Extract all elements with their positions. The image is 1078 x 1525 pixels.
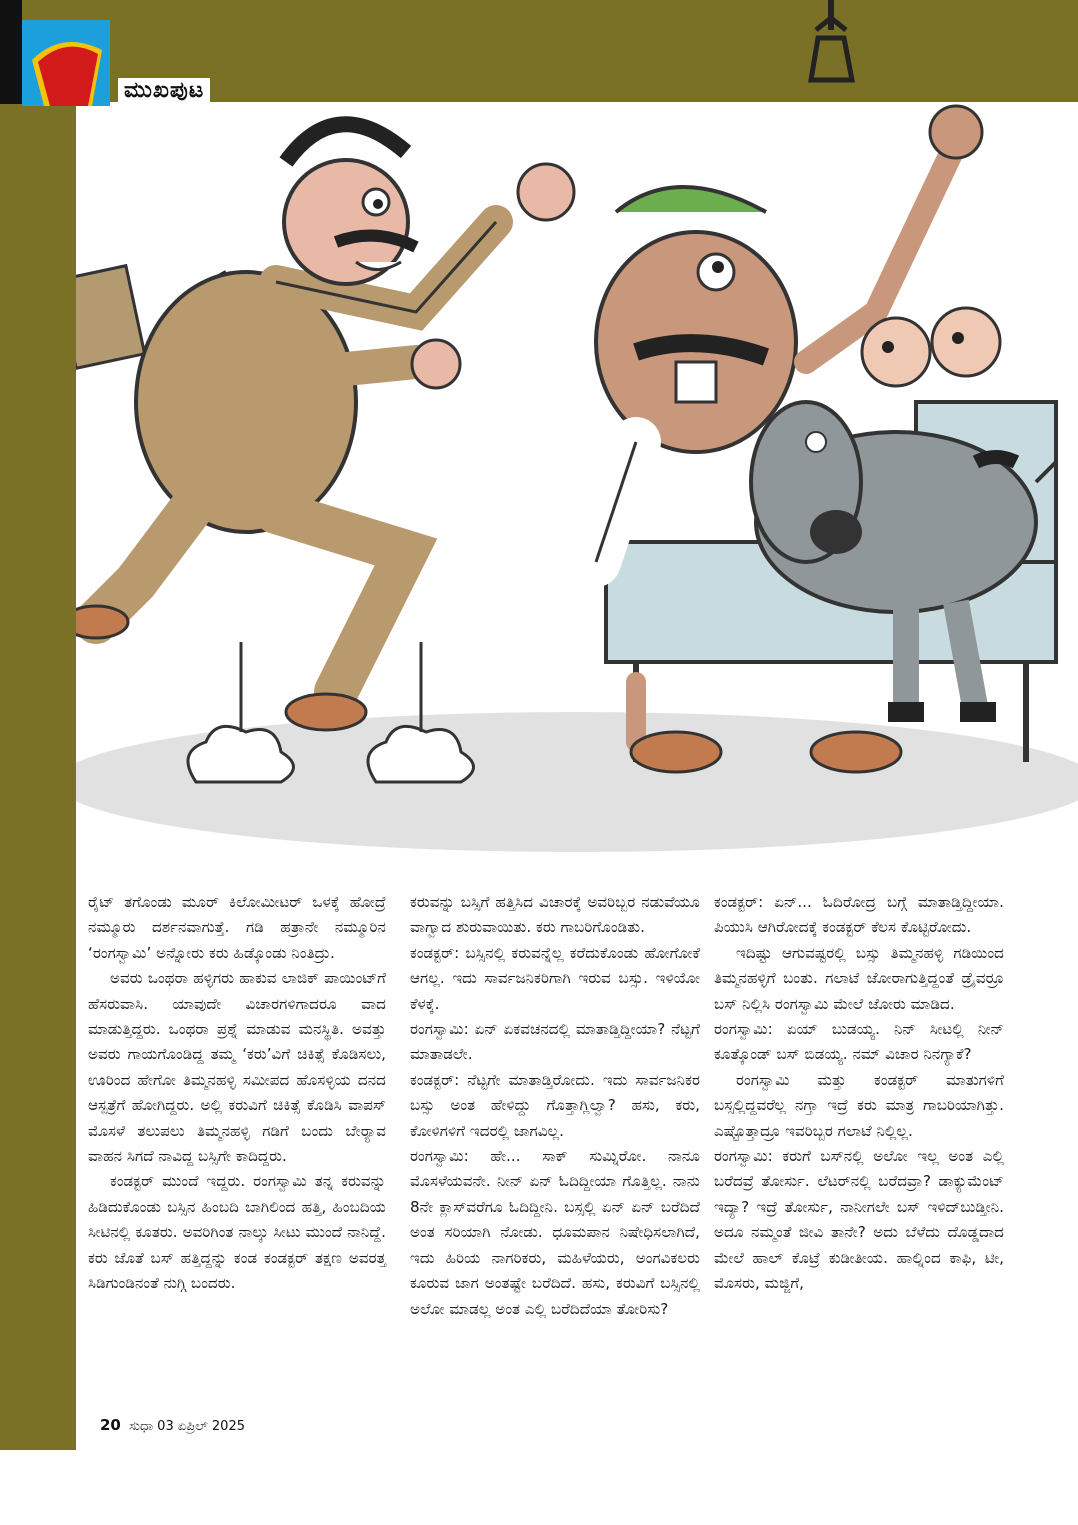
paragraph: ರಂಗಸ್ವಾಮಿ ಮತ್ತು ಕಂಡಕ್ಟರ್ ಮಾತುಗಳಿಗೆ ಬಸ್ಸಲ್ಲಿದ್ದವರೆಲ್ಲ ನಗ್ತಾ ಇದ್ರೆ ಕರು ಮಾತ್ರ ಗಾಬರಿಯಾಗಿತ್ತು. ಎಷ್ಟೊತ್ತಾದ್ರೂ ಇವರಿಬ್ಬರ ಗಲಾಟೆ ನಿಲ್ಲಿಲ್ಲ. xyxy=(714,1070,1004,1140)
paragraph: ರಂಗಸ್ವಾಮಿ: ಏನ್ ಏಕವಚನದಲ್ಲಿ ಮಾತಾಡ್ತಿದ್ದೀಯಾ? ನೆಟ್ಟಗೆ ಮಾತಾಡಲೇ. xyxy=(410,1020,700,1064)
paragraph: ರಂಗಸ್ವಾಮಿ: ಏಯ್ ಬುಡಯ್ಯ. ನಿನ್ ಸೀಟಲ್ಲಿ ನೀನ್ ಕೂತ್ಕೊಂಡ್ ಬಸ್ ಬಿಡಯ್ಯ. ನಮ್ ವಿಚಾರ ನಿನಗ್ಯಾಕೆ? xyxy=(714,1020,1004,1064)
corner-block xyxy=(0,0,22,104)
paragraph: ಕರುವನ್ನು ಬಸ್ಸಿಗೆ ಹತ್ತಿಸಿದ ವಿಚಾರಕ್ಕೆ ಅವರಿಬ್ಬರ ನಡುವೆಯೂ ವಾಗ್ವಾದ ಶುರುವಾಯಿತು. ಕರು ಗಾಬರಿಗೊಂಡಿತು. xyxy=(410,893,700,937)
logo-book-icon xyxy=(22,20,110,106)
article-column-3 xyxy=(714,890,1004,1297)
children-figures xyxy=(862,308,1000,386)
article-column-2 xyxy=(410,890,700,1322)
section-label: ಮುಖಪುಟ xyxy=(118,78,210,103)
hand-strap-icon xyxy=(796,0,866,90)
paragraph: ರೈಟ್ ತಗೊಂಡು ಮೂರ್ ಕಿಲೋಮೀಟರ್ ಒಳಕ್ಕೆ ಹೋದ್ರೆ ನಮ್ಮೂರು ದರ್ಶನವಾಗುತ್ತೆ. ಗಡಿ ಹತ್ರಾನೇ ನಮ್ಮೂರಿನ ‘ರಂಗಸ್ವಾಮಿ’ ಅನ್ನೋರು ಕರು ಹಿಡ್ಕೊಂಡು ನಿಂತಿದ್ರು. xyxy=(88,893,386,962)
bottom-margin xyxy=(0,1450,1078,1525)
paragraph: ಕಂಡಕ್ಟರ್: ಏನ್... ಓದಿರೋದ್ರ ಬಗ್ಗೆ ಮಾತಾಡ್ತಿದ್ದೀಯಾ. ಪಿಯುಸಿ ಆಗಿರೋದಕ್ಕೆ ಕಂಡಕ್ಟರ್ ಕೆಲಸ ಕೊಟ್ಟಿರೋದು. xyxy=(714,893,1004,937)
left-color-band xyxy=(0,0,76,1525)
publication-info: ಸುಧಾ 03 ಏಪ್ರಿಲ್ 2025 xyxy=(129,1419,245,1434)
paragraph: ಕಂಡಕ್ಟರ್ ಮುಂದೆ ಇದ್ದರು. ರಂಗಸ್ವಾಮಿ ತನ್ನ ಕರುವನ್ನು ಹಿಡಿದುಕೊಂಡು ಬಸ್ಸಿನ ಹಿಂಬದಿ ಬಾಗಿಲಿಂದ ಹತ್ತಿ, ಹಿಂಬದಿಯ ಸೀಟಿನಲ್ಲಿ ಕೂತರು. ಅವರಿಗಿಂತ ನಾಲ್ಕು ಸೀಟು ಮುಂದೆ ನಾನಿದ್ದೆ. ಕರು ಜೊತೆ ಬಸ್ ಹತ್ತಿದ್ದನ್ನು ಕಂಡ ಕಂಡಕ್ಟರ್ ತಕ್ಷಣ ಅವರತ್ತ ಸಿಡಿಗುಂಡಿನಂತೆ ನುಗ್ಗಿ ಬಂದರು. xyxy=(88,1172,386,1293)
cartoon-illustration xyxy=(76,102,1078,862)
paragraph: ಕಂಡಕ್ಟರ್: ನೆಟ್ಟಗೇ ಮಾತಾಡ್ತಿರೋದು. ಇದು ಸಾರ್ವಜನಿಕರ ಬಸ್ಸು ಅಂತ ಹೇಳಿದ್ದು ಗೊತ್ತಾಗ್ಲಿಲ್ವಾ? ಹಸು, ಕರು, ಕೋಳಿಗಳಿಗೆ ಇದರಲ್ಲಿ ಜಾಗವಿಲ್ಲ. xyxy=(410,1070,700,1140)
paragraph: ಕಂಡಕ್ಟರ್: ಬಸ್ಸಿನಲ್ಲಿ ಕರುವನ್ನೆಲ್ಲ ಕರೆದುಕೊಂಡು ಹೋಗೋಕೆ ಆಗಲ್ಲ. ಇದು ಸಾರ್ವಜನಿಕರಿಗಾಗಿ ಇರುವ ಬಸ್ಸು. ಇಳಿಯೋ ಕೆಳಕ್ಕೆ. xyxy=(410,943,700,1013)
article-column-1 xyxy=(88,890,386,1297)
paragraph: ಇದಿಷ್ಟು ಆಗುವಷ್ಟರಲ್ಲಿ ಬಸ್ಸು ತಿಮ್ಮನಹಳ್ಳಿ ಗಡಿಯಿಂದ ತಿಮ್ಮನಹಳ್ಳಿಗೆ ಬಂತು. ಗಲಾಟೆ ಜೋರಾಗುತ್ತಿದ್ದಂತೆ ಡ್ರೈವರ್‍ರೂ ಬಸ್ ನಿಲ್ಲಿಸಿ ರಂಗಸ್ವಾಮಿ ಮೇಲೆ ಜೋರು ಮಾಡಿದ. xyxy=(714,943,1004,1013)
page-number: 20 xyxy=(100,1416,121,1434)
paragraph: ಅವರು ಒಂಥರಾ ಹಳ್ಳಿಗರು ಹಾಕುವ ಲಾಜಿಕ್ ಪಾಯಿಂಟ್‌ಗೆ ಹೆಸರುವಾಸಿ. ಯಾವುದೇ ವಿಚಾರಗಳಿಗಾದರೂ ವಾದ ಮಾಡುತ್ತಿದ್ದರು. ಒಂಥರಾ ಪ್ರಶ್ನೆ ಮಾಡುವ ಮನಸ್ಥಿತಿ. ಅವತ್ತು ಅವರು ಗಾಯಗೊಂಡಿದ್ದ ತಮ್ಮ ‘ಕರು’ವಿಗೆ ಚಿಕಿತ್ಸೆ ಕೊಡಿಸಲು, ಊರಿಂದ ಹೇಗೋ ತಿಮ್ಮನಹಳ್ಳಿ ಸಮೀಪದ ಹೊಸಳ್ಳಿಯ ದನದ ಆಸ್ಪತ್ರೆಗೆ ಹೋಗಿದ್ದರು. ಅಲ್ಲಿ ಕರುವಿಗೆ ಚಿಕಿತ್ಸೆ ಕೊಡಿಸಿ ವಾಪಸ್ ಮೊಸಳೆ ತಲುಪಲು ತಿಮ್ಮನಹಳ್ಳಿ ಗಡಿಗೆ ಬಂದು ಬೇರ್‍ಯಾವ ವಾಹನ ಸಿಗದೆ ನಾವಿದ್ದ ಬಸ್ಸಿಗೇ ಕಾದಿದ್ದರು. xyxy=(88,969,386,1166)
page-footer xyxy=(100,1416,245,1434)
paragraph: ರಂಗಸ್ವಾಮಿ: ಹೇ... ಸಾಕ್ ಸುಮ್ನಿರೋ. ನಾನೂ ಮೊಸಳೆಯವನೇ. ನೀನ್ ಏನ್ ಓದಿದ್ದೀಯಾ ಗೊತ್ತಿಲ್ಲ. ನಾನು 8ನೇ ಕ್ಲಾಸ್‌ವರೆಗೂ ಓದಿದ್ದೀನಿ. ಬಸ್ಸಲ್ಲಿ ಏನ್ ಏನ್ ಬರೆದಿದೆ ಅಂತ ಸರಿಯಾಗಿ ನೋಡು. ಧೂಮಪಾನ ನಿಷೇಧಿಸಲಾಗಿದೆ, ಇದು ಹಿರಿಯ ನಾಗರಿಕರು, ಮಹಿಳೆಯರು, ಅಂಗವಿಕಲರು ಕೂರುವ ಜಾಗ ಅಂತಷ್ಟೇ ಬರೆದಿದೆ. ಹಸು, ಕರುವಿಗೆ ಬಸ್ಸಿನಲ್ಲಿ ಅಲೋ ಮಾಡಲ್ಲ ಅಂತ ಎಲ್ಲಿ ಬರೆದಿದೆಯಾ ತೋರಿಸು? xyxy=(410,1147,700,1318)
paragraph: ರಂಗಸ್ವಾಮಿ: ಕರುಗೆ ಬಸ್‌ನಲ್ಲಿ ಅಲೋ ಇಲ್ಲ ಅಂತ ಎಲ್ಲಿ ಬರೆದವ್ರೆ ತೋರ್ಸು. ಲೆಟರ್‌ನಲ್ಲಿ ಬರೆದವ್ರಾ? ಡಾಕ್ಯುಮೆಂಟ್ ಇದ್ಯಾ? ಇದ್ರೆ ತೋರ್ಸು, ನಾನೀಗಲೇ ಬಸ್ ಇಳಿದ್‌ಬುಡ್ತೀನಿ. ಅದೂ ನಮ್ಮಂತೆ ಜೀವಿ ತಾನೇ? ಅದು ಬೆಳೆದು ದೊಡ್ಡದಾದ ಮೇಲೆ ಹಾಲ್ ಕೊಟ್ರೆ ಕುಡೀತೀಯ. ಹಾಲ್ನಿಂದ ಕಾಫಿ, ಟೀ, ಮೊಸರು, ಮಜ್ಜಿಗೆ, xyxy=(714,1147,1004,1293)
magazine-logo xyxy=(22,20,110,106)
conductor-figure xyxy=(76,124,574,730)
